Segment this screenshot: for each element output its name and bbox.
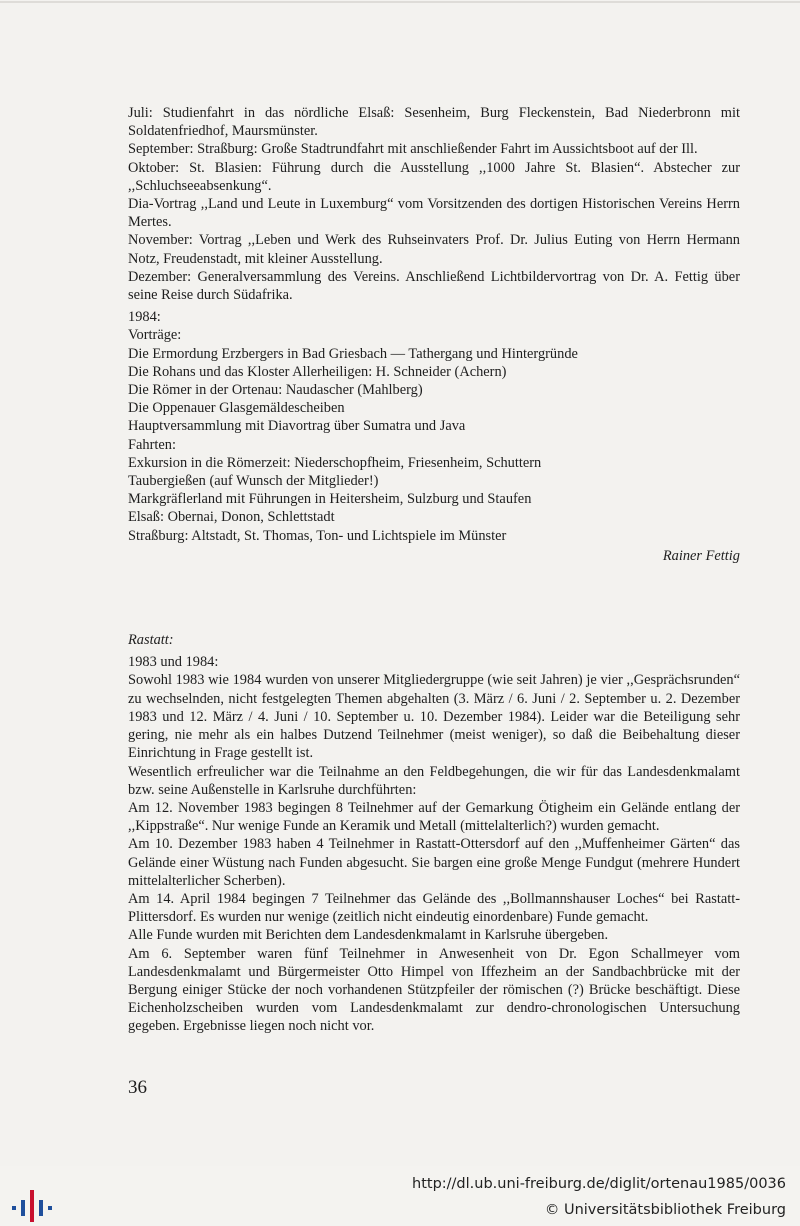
list-heading: Vorträge:	[128, 327, 182, 344]
document-text	[128, 104, 740, 1036]
list-item: Straßburg: Altstadt, St. Thomas, Ton- und Lichtspiele im Münster	[128, 527, 507, 544]
paragraph: Dezember: Generalversammlung des Vereins. Anschließend Lichtbildervortrag von Dr. A. Fettig über seine Reise durch Südafrika.	[128, 268, 740, 304]
paragraph: Alle Funde wurden mit Berichten dem Landesdenkmalamt in Karlsruhe übergeben.	[128, 927, 609, 944]
list-item: Elsaß: Obernai, Donon, Schlettstadt	[128, 509, 335, 526]
page-number: 36	[128, 1077, 147, 1098]
paragraph: Am 14. April 1984 begingen 7 Teilnehmer das Gelände des ,,Bollmannshauser Loches“ bei Rastatt-Plittersdorf. Es wurden nur wenige (zeitlich nicht eindeutig einordenbare) Funde gemacht.	[128, 890, 740, 926]
list-item: Die Rohans und das Kloster Allerheiligen: H. Schneider (Achern)	[128, 363, 507, 380]
paragraph: Oktober: St. Blasien: Führung durch die Ausstellung ,,1000 Jahre St. Blasien“. Abstecher zur ,,Schluchseeabsenkung“.	[128, 159, 740, 194]
paragraph: Juli: Studienfahrt in das nördliche Elsaß: Sesenheim, Burg Fleckenstein, Bad Niederbronn mit Soldatenfriedhof, Maursmünster.	[128, 105, 740, 140]
list-item: Die Römer in der Ortenau: Naudascher (Mahlberg)	[128, 382, 423, 399]
paragraph: Sowohl 1983 wie 1984 wurden von unserer Mitgliedergruppe (wie seit Jahren) je vier ,,Gesprächsrunden“ zu wechselnden, nicht festgelegten Themen abgehalten (3. März / 6. Juni / 2. September u. 2. Dezember 1983 und 12. März / 4. Juni / 10. September u. 10. Dezember 1984). Leider war die Beteiligung sehr gering, nie mehr als ein halbes Dutzend Teilnehmer (meist weniger), so daß die Beibehaltung dieser Einrichtung in Frage gestellt ist.	[128, 672, 740, 762]
list-item: Markgräflerland mit Führungen in Heitersheim, Sulzburg und Staufen	[128, 491, 532, 508]
year-heading: 1984:	[128, 309, 161, 326]
paragraph: 1983 und 1984:	[128, 654, 219, 671]
paragraph: Dia-Vortrag ,,Land und Leute in Luxemburg“ vom Vorsitzenden des dortigen Historischen Vereins Herrn Mertes.	[128, 196, 740, 231]
list-item: Die Oppenauer Glasgemäldescheiben	[128, 400, 345, 417]
paragraph: Am 10. Dezember 1983 haben 4 Teilnehmer in Rastatt-Ottersdorf auf den ,,Muffenheimer Gärten“ das Gelände einer Wüstung nach Funden abgesucht. Sie bargen eine große Menge Fundgut (mehrere Hundert mittelalterlicher Scherben).	[128, 836, 740, 889]
list-item: Hauptversammlung mit Diavortrag über Sumatra und Java	[128, 418, 466, 435]
paragraph: Am 12. November 1983 begingen 8 Teilnehmer auf der Gemarkung Ötigheim ein Gelände entlang der ,,Kippstraße“. Nur wenige Funde an Keramik und Metall (mittelalterlich?) wurden gemacht.	[128, 799, 740, 835]
paragraph: November: Vortrag ,,Leben und Werk des Ruhseinvaters Prof. Dr. Julius Euting von Herrn Hermann Notz, Freudenstadt, mit kleiner Ausstellung.	[128, 232, 740, 267]
paragraph: September: Straßburg: Große Stadtrundfahrt mit anschließender Fahrt im Aussichtsboot auf der Ill.	[128, 141, 698, 158]
list-item: Exkursion in die Römerzeit: Niederschopfheim, Friesenheim, Schuttern	[128, 454, 542, 471]
footer-bar	[0, 1166, 800, 1226]
list-item: Taubergießen (auf Wunsch der Mitglieder!)	[128, 473, 379, 490]
paragraph: Wesentlich erfreulicher war die Teilnahme an den Feldbegehungen, die wir für das Landesdenkmalamt bzw. seine Außenstelle in Karlsruhe durchführten:	[128, 763, 740, 798]
ub-freiburg-logo-icon	[12, 1176, 52, 1222]
author-signature: Rainer Fettig	[662, 547, 740, 564]
list-item: Die Ermordung Erzbergers in Bad Griesbach — Tathergang und Hintergründe	[128, 345, 578, 362]
section-title: Rastatt:	[128, 632, 174, 649]
paragraph: Am 6. September waren fünf Teilnehmer in Anwesenheit von Dr. Egon Schallmeyer vom Landesdenkmalamt und Bürgermeister Otto Himpel von Iffezheim an der Sandbachbrücke mit der Bergung einiger Stücke der noch vorhandenen Stützpfeiler der römischen (?) Brücke beschäftigt. Diese Eichenholzscheiben wurden vom Landesdenkmalamt zur dendro-chronologischen Untersuchung gegeben. Ergebnisse liegen noch nicht vor.	[128, 945, 740, 1035]
copyright-notice: © Universitätsbibliothek Freiburg	[544, 1202, 786, 1218]
list-heading: Fahrten:	[128, 436, 176, 453]
scan-top-edge	[0, 0, 800, 20]
source-url-link[interactable]: http://dl.ub.uni-freiburg.de/diglit/ortenau1985/0036	[412, 1176, 786, 1192]
